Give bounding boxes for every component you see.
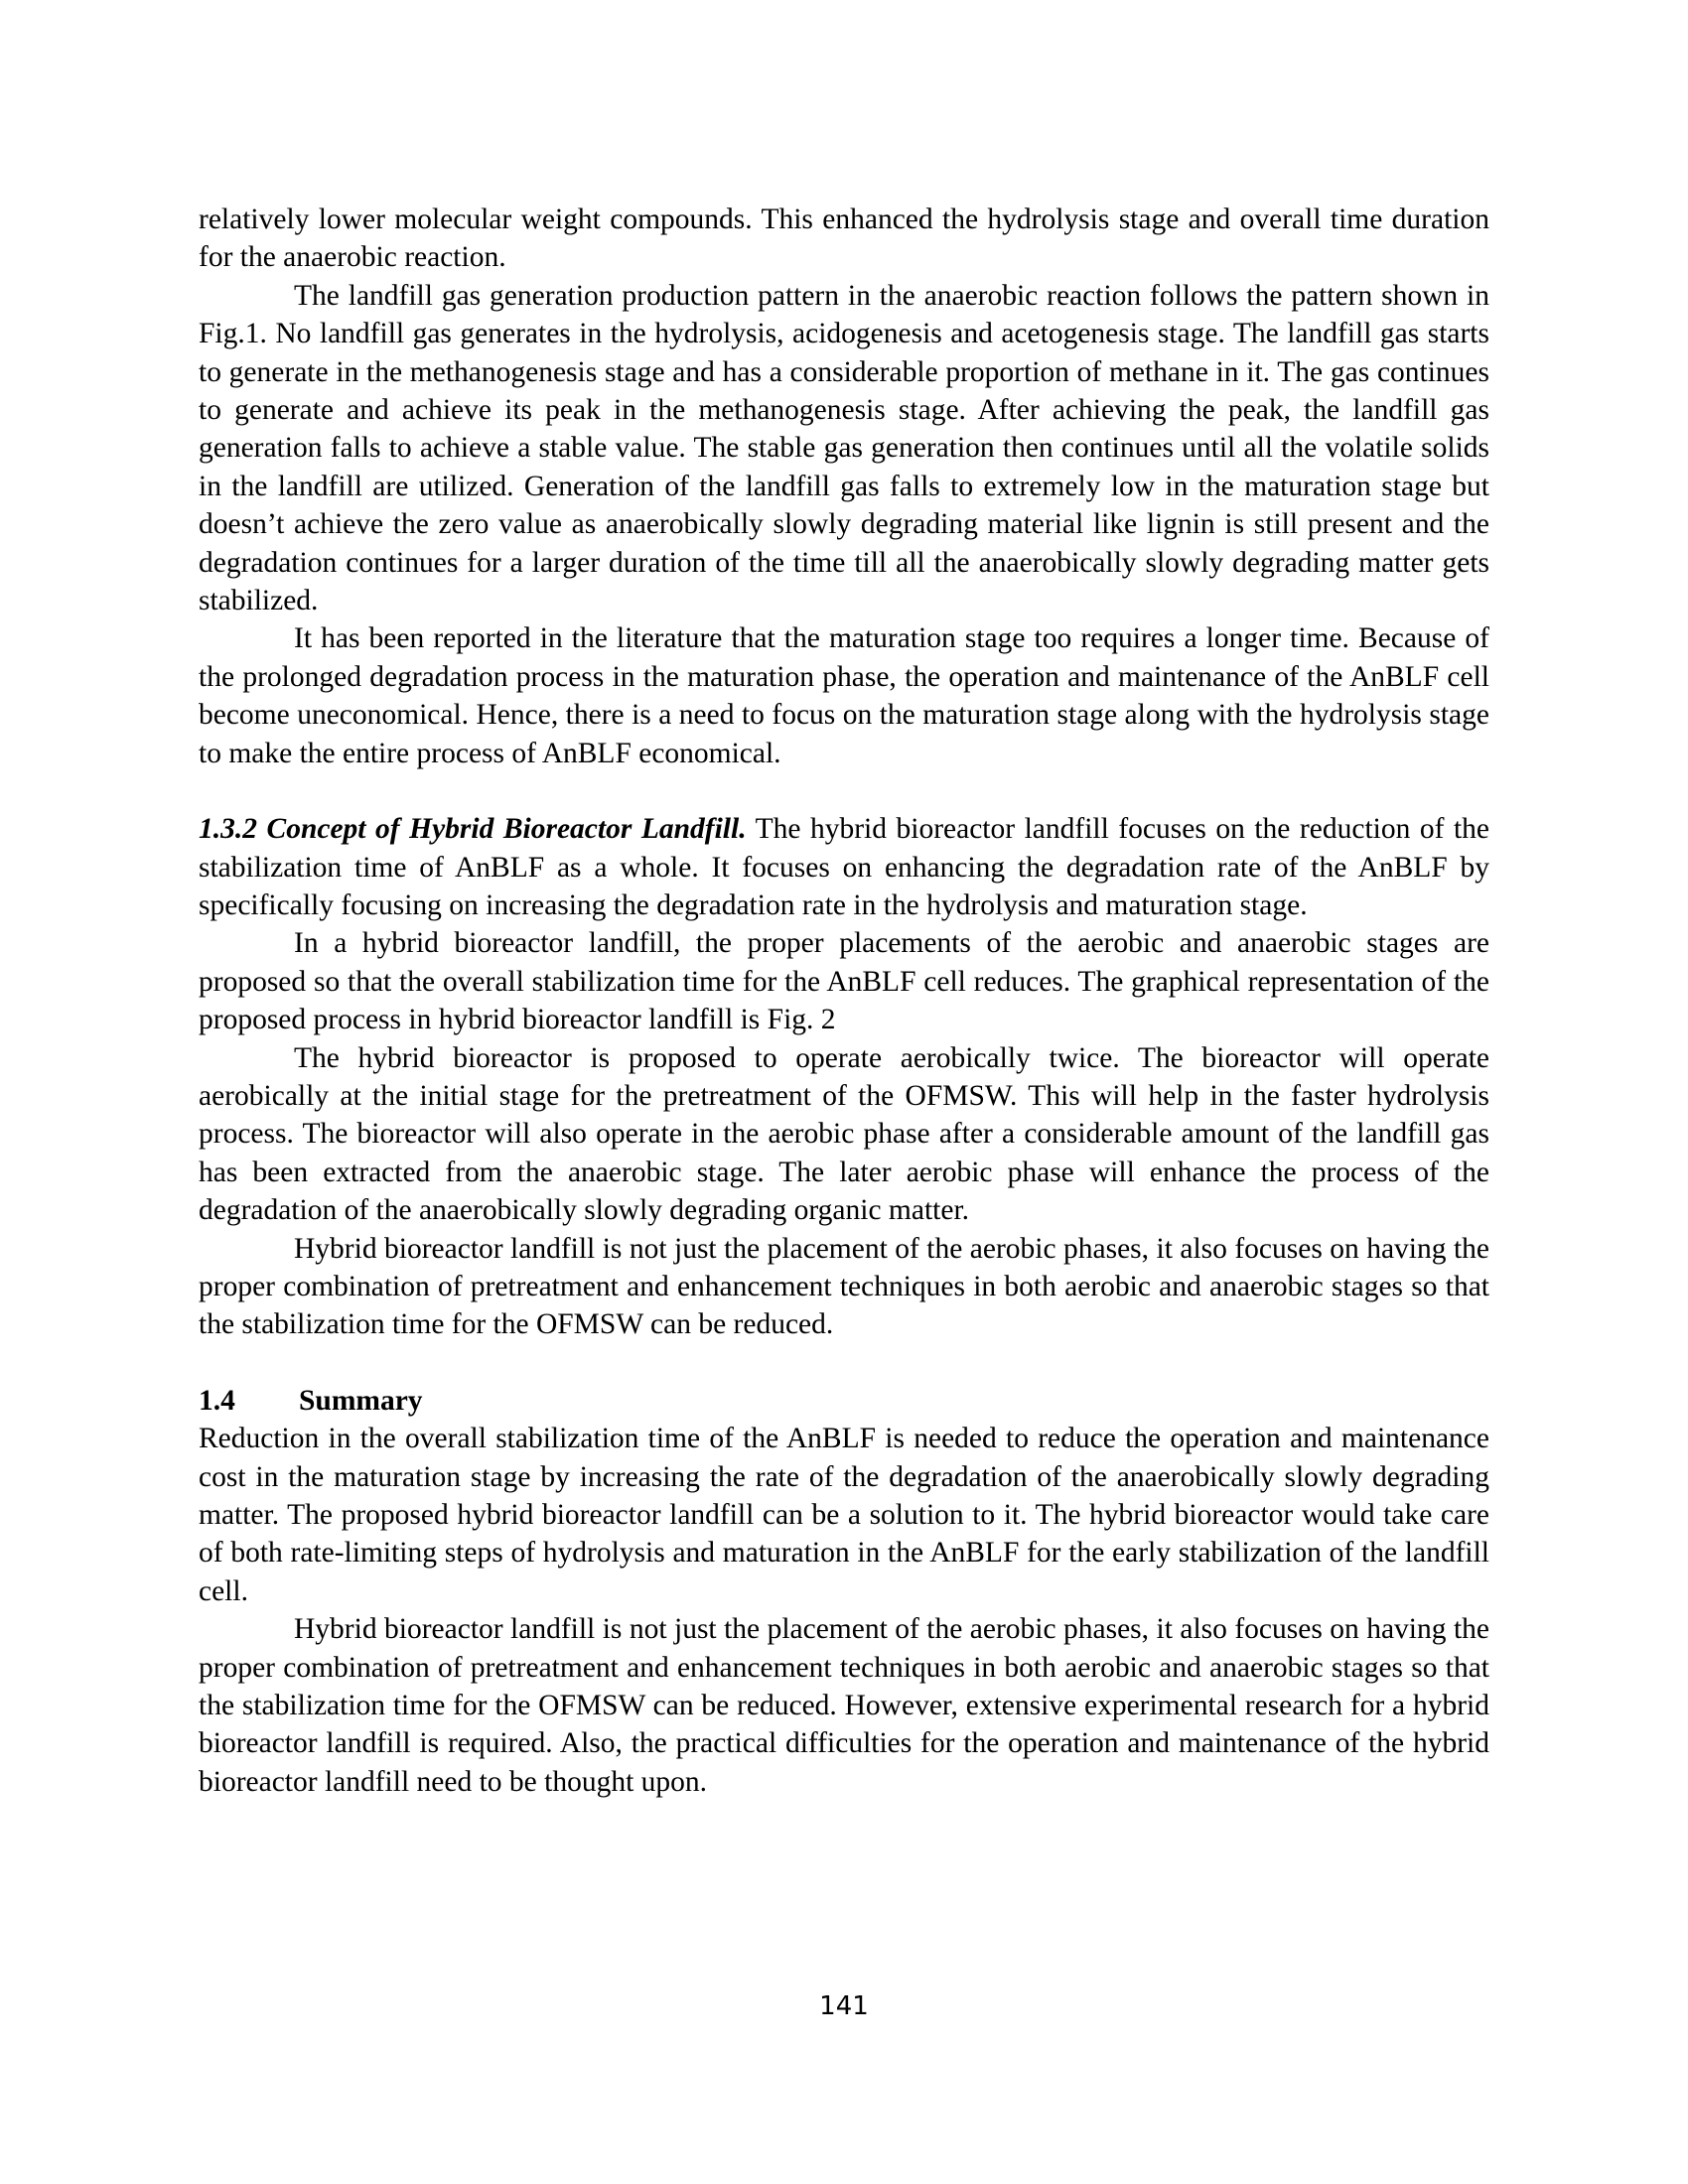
section-heading: [199, 1382, 1489, 1420]
body-paragraph: The hybrid bioreactor is proposed to operate aerobically twice. The bioreactor will operate aerobically at the initial stage for the pretreatment of the OFMSW. This will help in the faster hydrolysis process. The bioreactor will also operate in the aerobic phase after a considerable amount of the landfill gas has been extracted from the anaerobic stage. The later aerobic phase will enhance the process of the degradation of the anaerobically slowly degrading organic matter.: [199, 1041, 1489, 1227]
page-number: 141: [819, 1991, 869, 2021]
document-page: [199, 201, 1489, 1801]
body-paragraph: Reduction in the overall stabilization time of the AnBLF is needed to reduce the operation and maintenance cost in the maturation stage by increasing the rate of the degradation of the anaerobically slowly degrading matter. The proposed hybrid bioreactor landfill can be a solution to it. The hybrid bioreactor would take care of both rate-limiting steps of hydrolysis and maturation in the AnBLF for the early stabilization of the landfill cell.: [199, 1423, 1489, 1607]
body-paragraph: In a hybrid bioreactor landfill, the proper placements of the aerobic and anaerobic stages are proposed so that the overall stabilization time for the AnBLF cell reduces. The graphical representation of the proposed process in hybrid bioreactor landfill is Fig. 2: [199, 927, 1489, 1036]
section-number: 1.4: [199, 1384, 235, 1417]
body-paragraph: It has been reported in the literature that the maturation stage too requires a longer time. Because of the prolonged degradation process in the maturation phase, the operation and maintenance of the AnBLF cell become uneconomical. Hence, there is a need to focus on the maturation stage along with the hydrolysis stage to make the entire process of AnBLF economical.: [199, 622, 1489, 769]
body-paragraph: Hybrid bioreactor landfill is not just the placement of the aerobic phases, it also focuses on having the proper combination of pretreatment and enhancement techniques in both aerobic and anaerobic stages so that the stabilization time for the OFMSW can be reduced. However, extensive experimental research for a hybrid bioreactor landfill is required. Also, the practical difficulties for the operation and maintenance of the hybrid bioreactor landfill need to be thought upon.: [199, 1613, 1489, 1798]
section-title: Summary: [299, 1384, 423, 1417]
subsection-title: 1.3.2 Concept of Hybrid Bioreactor Landfill.: [199, 813, 747, 846]
body-paragraph: Hybrid bioreactor landfill is not just the placement of the aerobic phases, it also focuses on having the proper combination of pretreatment and enhancement techniques in both aerobic and anaerobic stages so that the stabilization time for the OFMSW can be reduced.: [199, 1232, 1489, 1341]
body-paragraph: relatively lower molecular weight compounds. This enhanced the hydrolysis stage and overall time duration for the anaerobic reaction.: [199, 204, 1489, 274]
subsection-intro-paragraph: [199, 810, 1489, 924]
body-paragraph: The landfill gas generation production pattern in the anaerobic reaction follows the pattern shown in Fig.1. No landfill gas generates in the hydrolysis, acidogenesis and acetogenesis stage. The landfill gas starts to generate in the methanogenesis stage and has a considerable proportion of methane in it. The gas continues to generate and achieve its peak in the methanogenesis stage. After achieving the peak, the landfill gas generation falls to achieve a stable value. The stable gas generation then continues until all the volatile solids in the landfill are utilized. Generation of the landfill gas falls to extremely low in the maturation stage but doesn’t achieve the zero value as anaerobically slowly degrading material like lignin is still present and the degradation continues for a larger duration of the time till all the anaerobically slowly degrading matter gets stabilized.: [199, 279, 1489, 617]
subsection-lead-text: The hybrid bioreactor landfill focuses on the reduction of the stabilization time of AnBLF as a whole. It focuses on enhancing the degradation rate of the AnBLF by specifically focusing on increasing the degradation rate in the hydrolysis and maturation stage.: [199, 813, 1489, 921]
